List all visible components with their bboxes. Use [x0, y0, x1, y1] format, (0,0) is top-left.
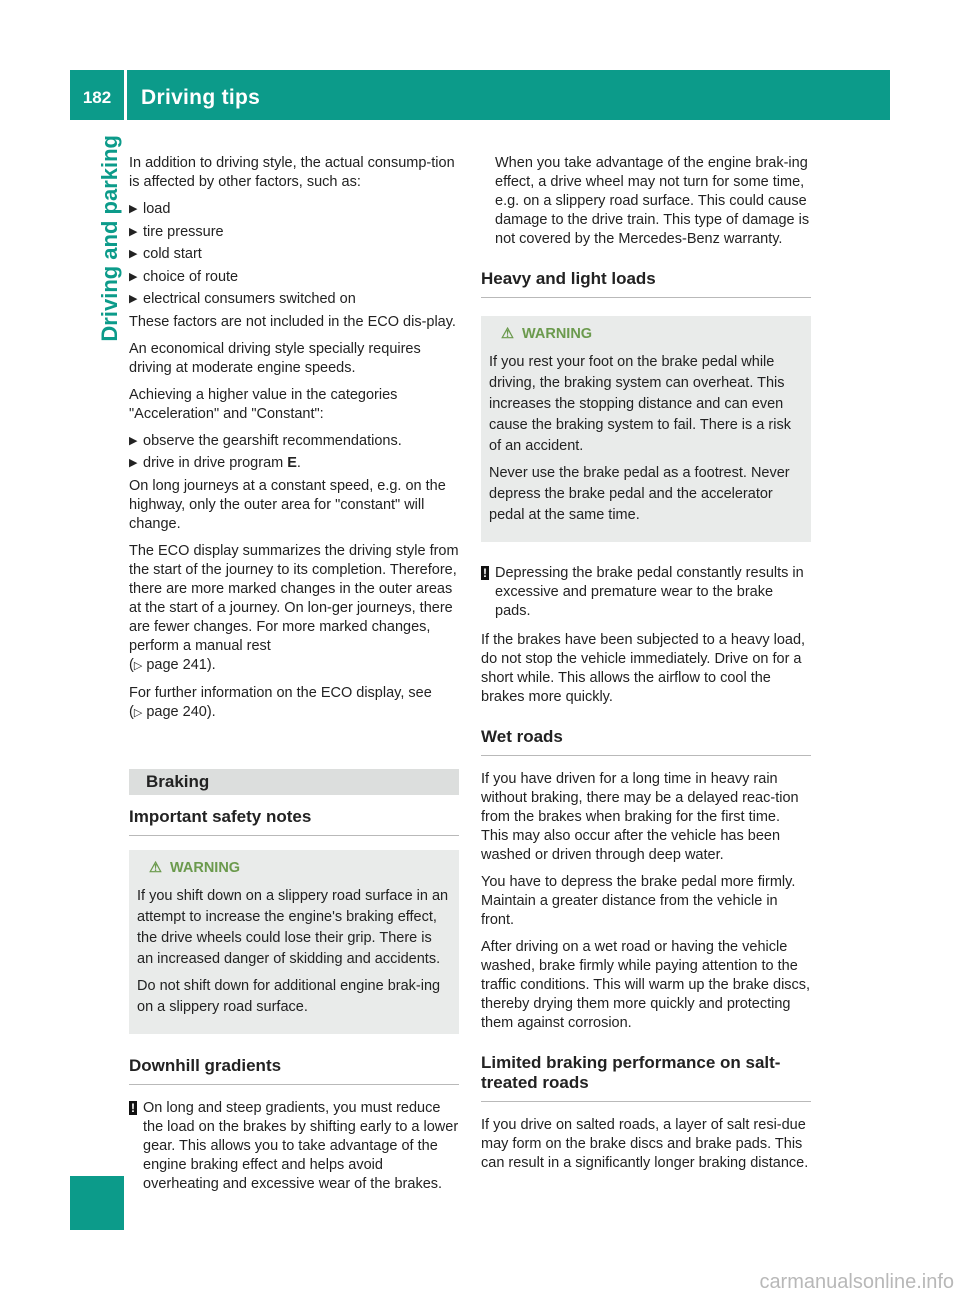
- heading-downhill-gradients: Downhill gradients: [129, 1056, 459, 1085]
- left-column: [129, 154, 459, 1204]
- header-separator: [124, 70, 127, 120]
- paragraph-salt: If you drive on salted roads, a layer of salt resi-due may form on the brake discs and brake pads. This can result in a significantly longer braking distance.: [481, 1117, 809, 1171]
- heading-wet-roads: Wet roads: [481, 727, 811, 756]
- paragraph-heavy-load: If the brakes have been subjected to a heavy load, do not stop the vehicle immediately. Drive on for a short while. This allows the airflow to cool the brakes more quickly.: [481, 632, 806, 705]
- factors-list: [129, 200, 459, 309]
- heading-heavy-light-loads: Heavy and light loads: [481, 269, 811, 298]
- drive-program-letter: E: [287, 455, 297, 471]
- intro-text: In addition to driving style, the actual consump-tion is affected by other factors, such as:: [129, 155, 455, 190]
- bullet-icon: ▶: [129, 293, 138, 305]
- list-item: ▶ observe the gearshift recommendations.: [129, 432, 402, 449]
- warning-text: If you shift down on a slippery road surface in an attempt to increase the engine's braking effect, the drive wheels could lose their grip. There is an increased danger of skidding and accidents.: [137, 887, 449, 967]
- paragraph-economical: An economical driving style specially requires driving at moderate engine speeds.: [129, 340, 421, 376]
- list-item: ▶ drive in drive program E.: [129, 455, 301, 471]
- bullet-icon: ▶: [129, 225, 138, 238]
- bullet-icon: ▶: [129, 248, 138, 260]
- warning-text: If you rest your foot on the brake pedal while driving, the braking system can overheat. This increases the stopping distance and can even cause the braking system to fail. There is a risk of an accident.: [489, 354, 791, 454]
- bullet-icon: ▶: [129, 457, 138, 469]
- page-ref-icon: ▷: [133, 706, 143, 719]
- notice-downhill: ! On long and steep gradients, you must reduce the load on the brakes by shifting early to a lower gear. This allows you to take advantage of the engine braking effect and helps avoid overheating and excessive wear of the brakes.: [131, 1099, 459, 1192]
- warning-box: [129, 850, 459, 1034]
- page-ref-link[interactable]: page 241).: [146, 656, 216, 673]
- heading-salt-roads: Limited braking performance on salt-treated roads: [481, 1053, 811, 1102]
- right-column: [481, 154, 811, 1181]
- list-item: ▶ load: [129, 201, 171, 217]
- warning-title: WARNING: [170, 859, 241, 876]
- page-number: 182: [82, 88, 112, 107]
- paragraph-long-journeys: On long journeys at a constant speed, e.g. on the highway, only the outer area for "constant" will change.: [129, 477, 446, 532]
- section-title: Driving tips: [141, 86, 261, 109]
- notice-brake-pedal: ! Depressing the brake pedal constantly results in excessive and premature wear to the brake pads.: [483, 565, 804, 619]
- exclamation-icon: !: [483, 566, 487, 580]
- paragraph-not-included: These factors are not included in the ECO dis-play.: [129, 313, 456, 330]
- heading-important-safety-notes: Important safety notes: [129, 807, 459, 836]
- bullet-icon: ▶: [129, 434, 138, 447]
- band-braking: Braking: [129, 769, 459, 795]
- warning-triangle-icon: ⚠: [501, 326, 514, 342]
- list-item: ▶ tire pressure: [129, 223, 224, 240]
- side-tab-block: [70, 1176, 124, 1230]
- bullet-icon: ▶: [129, 270, 138, 283]
- list-item: ▶ cold start: [129, 246, 202, 262]
- paragraph-achieving: Achieving a higher value in the categories "Acceleration" and "Constant":: [129, 386, 398, 422]
- side-tab-label: Driving and parking: [97, 135, 122, 342]
- paragraph-further-info: For further information on the ECO display, see (▷ page 240).: [129, 684, 432, 720]
- paragraph-eco-display: The ECO display summarizes the driving style from the start of the journey to its completion. Therefore, there are more marked changes in the outer areas at the start of a journey. On lon-ger journeys, there are fewer changes. For more marked changes, perform a manual rest (▷ page 241).: [129, 542, 459, 673]
- page-ref-link[interactable]: page 240).: [146, 703, 216, 720]
- warning-title: WARNING: [522, 326, 593, 342]
- warning-text: Do not shift down for additional engine brak-ing on a slippery road surface.: [137, 977, 441, 1015]
- paragraph-continued: When you take advantage of the engine brak-ing effect, a drive wheel may not turn for some time, e.g. on a slippery road surface. This could cause damage to the drive train. This type of damage is not covered by the Mercedes-Benz warranty.: [495, 155, 810, 247]
- exclamation-icon: !: [131, 1100, 135, 1115]
- page-ref-icon: ▷: [133, 659, 143, 672]
- achieve-list: [129, 432, 459, 474]
- paragraph-wet-3: After driving on a wet road or having the vehicle washed, brake firmly while paying attention to the traffic conditions. This will warm up the brake discs, thereby drying them more quickly and protecting them against corrosion.: [481, 939, 811, 1031]
- watermark-text: carmanualsonline.info: [759, 1271, 954, 1293]
- bullet-icon: ▶: [129, 203, 138, 215]
- warning-box: [481, 316, 811, 542]
- warning-text: Never use the brake pedal as a footrest. Never depress the brake pedal and the accelerator pedal at the same time.: [489, 465, 790, 523]
- paragraph-wet-1: If you have driven for a long time in heavy rain without braking, there may be a delayed reac-tion from the brakes when braking for the first time. This may also occur after the vehicle has been washed or driven through deep water.: [481, 771, 799, 863]
- warning-triangle-icon: ⚠: [149, 859, 162, 876]
- list-item: ▶ choice of route: [129, 268, 239, 285]
- paragraph-wet-2: You have to depress the brake pedal more firmly. Maintain a greater distance from the vehicle in front.: [481, 874, 796, 928]
- list-item: ▶ electrical consumers switched on: [129, 291, 356, 307]
